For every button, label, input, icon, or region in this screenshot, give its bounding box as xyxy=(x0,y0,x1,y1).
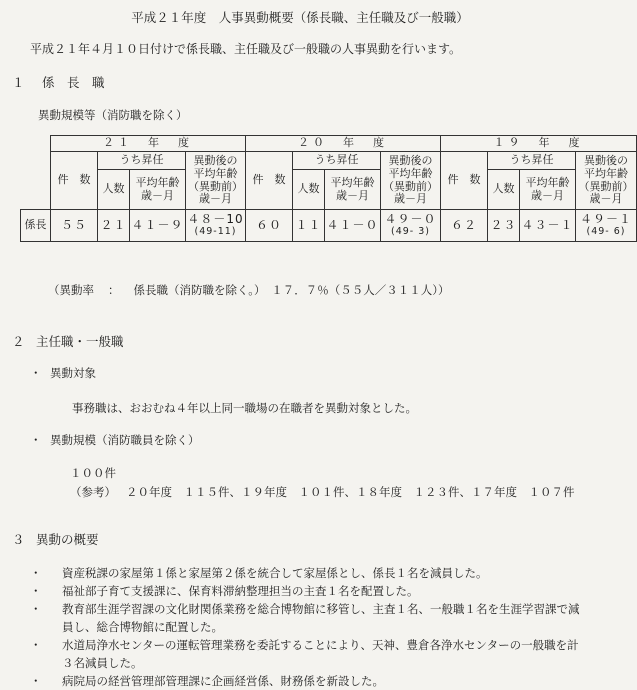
promo-age-20: ４１－０ xyxy=(325,210,381,242)
after-age-20: ４９－０ (49- 3) xyxy=(381,210,441,242)
section-2-title: 主任職・一般職 xyxy=(36,334,124,349)
promo-people-21: ２１ xyxy=(98,210,130,242)
bullet-mark: ・ xyxy=(30,433,42,447)
after-age-header-21: 異動後の 平均年齢 （異動前） 歳－月 xyxy=(186,152,246,210)
promo-age-19: ４３－１ xyxy=(520,210,576,242)
section-2-item-1-text: 事務職は、おおむね４年以上同一職場の在職者を異動対象とした。 xyxy=(72,401,417,415)
section-1-title: 係 長 職 xyxy=(42,75,105,90)
rate-colon: ： xyxy=(108,283,120,297)
reference-text: ２０年度 １１５件、１９年度 １０１件、１８年度 １２３件、１７年度 １０７件 xyxy=(126,485,575,499)
section-1-number: １ xyxy=(12,75,25,90)
promo-people-19: ２３ xyxy=(488,210,520,242)
promo-people-20: １１ xyxy=(293,210,325,242)
bullet-mark: ・ xyxy=(30,366,42,380)
count-20: ６０ xyxy=(246,210,293,242)
table-corner xyxy=(21,136,51,152)
chief-transfer-table xyxy=(20,135,637,242)
bullet-mark: ・ xyxy=(30,602,42,616)
after-age-21: ４８－10 (49-11) xyxy=(186,210,246,242)
section-1-heading xyxy=(12,73,105,91)
rate-label: （異動率 xyxy=(48,283,94,297)
avg-age-header-20: 平均年齢 歳－月 xyxy=(325,170,381,210)
year-header-21: ２１ 年 度 xyxy=(51,136,246,152)
list-item: ・ 病院局の経営管理部管理課に企画経営係、財務係を新設した。 xyxy=(30,674,384,688)
after-age-19: ４９－１ (49- 6) xyxy=(576,210,637,242)
list-item: ・ 資産税課の家屋第１係と家屋第２係を統合して家屋係とし、係長１名を減員した。 xyxy=(30,566,488,580)
count-header-21: 件 数 xyxy=(51,152,98,210)
section-2-heading xyxy=(12,332,124,350)
section-2-item-2-title: ・ 異動規模（消防職員を除く） xyxy=(30,433,200,447)
section-3-number: ３ xyxy=(12,532,25,547)
list-item: ・ 福祉部子育て支援課に、保育料滞納整理担当の主査１名を配置した。 xyxy=(30,584,419,598)
overview-list xyxy=(30,564,590,690)
avg-age-header-21: 平均年齢 歳－月 xyxy=(130,170,186,210)
section-3-title: 異動の概要 xyxy=(36,532,99,547)
count-header-19: 件 数 xyxy=(441,152,488,210)
bullet-mark: ・ xyxy=(30,584,42,598)
year-header-20: ２０ 年 度 xyxy=(246,136,441,152)
bullet-mark: ・ xyxy=(30,638,42,652)
count-21: ５５ xyxy=(51,210,98,242)
section-1-subheading: 異動規模等（消防職を除く） xyxy=(38,108,188,122)
count-header-20: 件 数 xyxy=(246,152,293,210)
people-header-19: 人数 xyxy=(488,170,520,210)
promo-header-21: うち昇任 xyxy=(98,152,186,170)
promo-header-19: うち昇任 xyxy=(488,152,576,170)
section-2-item-1-title: ・ 異動対象 xyxy=(30,366,96,380)
list-item: ・ 教育部生涯学習課の文化財関係業務を総合博物館に移管し、主査１名、一般職１名を生涯学習課で減員し、総合博物館に配置した。 xyxy=(30,602,580,634)
document-title: 平成２１年度 人事異動概要（係長職、主任職及び一般職） xyxy=(131,10,469,25)
bullet-mark: ・ xyxy=(30,674,42,688)
section-2-number: ２ xyxy=(12,334,25,349)
avg-age-header-19: 平均年齢 歳－月 xyxy=(520,170,576,210)
list-item: ・ 水道局浄水センターの運転管理業務を委託することにより、天神、豊倉各浄水センターの一般職を計３名減員した。 xyxy=(30,638,579,670)
people-header-20: 人数 xyxy=(293,170,325,210)
promo-age-21: ４１－９ xyxy=(130,210,186,242)
section-2-item-2-reference xyxy=(70,484,575,500)
bullet-mark: ・ xyxy=(30,566,42,580)
after-age-header-19: 異動後の 平均年齢 （異動前） 歳－月 xyxy=(576,152,637,210)
after-age-header-20: 異動後の 平均年齢 （異動前） 歳－月 xyxy=(381,152,441,210)
section-2-item-2-count: １００件 xyxy=(70,466,116,480)
table-row xyxy=(21,210,637,242)
transfer-rate xyxy=(48,282,464,298)
reference-label: （参考） xyxy=(70,485,116,499)
year-header-19: １９ 年 度 xyxy=(441,136,637,152)
count-19: ６２ xyxy=(441,210,488,242)
row-label-chief: 係長 xyxy=(21,210,51,242)
promo-header-20: うち昇任 xyxy=(293,152,381,170)
people-header-21: 人数 xyxy=(98,170,130,210)
intro-paragraph: 平成２１年４月１０日付けで係長職、主任職及び一般職の人事異動を行います。 xyxy=(30,42,462,56)
rate-text: 係長職（消防職を除く。） １７．７％（５５人／３１１人）） xyxy=(133,283,450,297)
section-3-heading xyxy=(12,530,99,548)
